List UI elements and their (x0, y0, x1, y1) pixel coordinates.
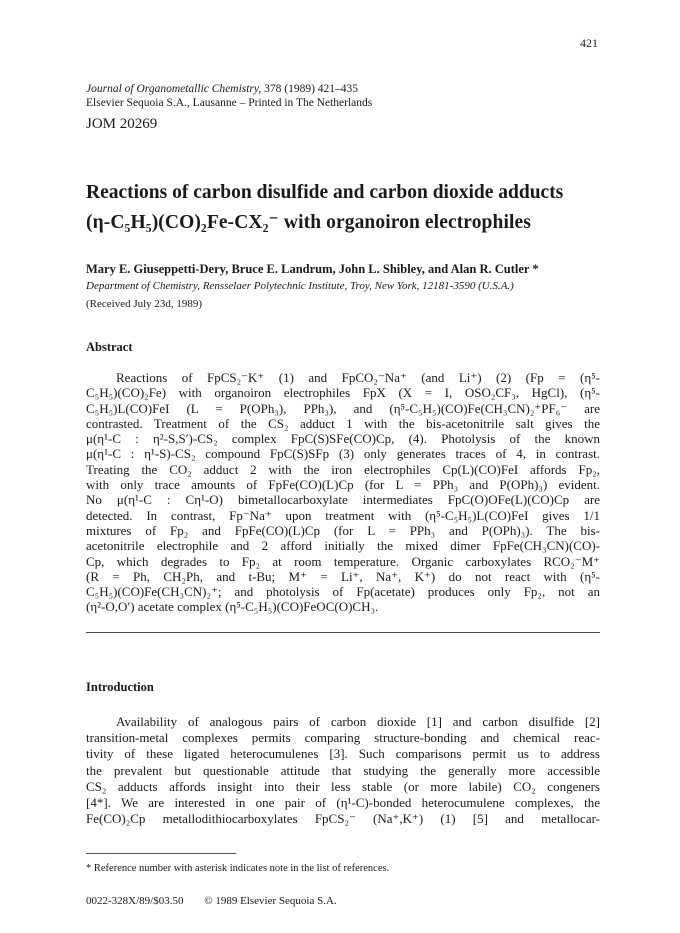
intro-line: transition-metal complexes permits comparing structure-bonding and chemical reac- (86, 730, 600, 746)
intro-line: Fe(CO)₂Cp metallodithiocarboxylates FpCS₂⁻ (Na⁺,K⁺) (1) [5] and metallocar- (86, 811, 600, 827)
abstract-line: acetonitrile electrophile and 2 afford initially the mixed dimer FpFe(CH₃CN)(CO)- (86, 538, 600, 554)
abstract-line: mixtures of Fp₂ and FpFe(CO)(L)Cp (for L = PPh₃ and P(OPh)₃). The bis- (86, 522, 600, 538)
intro-line: the prevalent but questionable attitude that studying the generally more accessible (86, 762, 600, 778)
abstract-line: μ(η¹-C : η²-S,S′)-CS₂ complex FpC(S)SFe(CO)Cp, (4). Photolysis of the known (86, 431, 600, 447)
footnote-divider (86, 853, 236, 854)
journal-citation (86, 82, 606, 96)
abstract-line: C₅H₅)L(CO)FeI (L = P(OPh₃), PPh₃), and (η⁵-C₅H₅)(CO)Fe(CH₃CN)₂⁺PF₆⁻ are (86, 400, 600, 416)
article-title (86, 178, 606, 238)
journal-name: Journal of Organometallic Chemistry, (86, 83, 262, 95)
journal-info (86, 82, 606, 110)
introduction-heading: Introduction (86, 680, 154, 694)
introduction-body (86, 714, 600, 827)
abstract-line: contrasted. Treatment of the CS₂ adduct 1 with the bis-acetonitrile salt gives the (86, 415, 600, 431)
section-divider (86, 632, 600, 633)
journal-publisher: Elsevier Sequoia S.A., Lausanne – Printed in The Netherlands (86, 97, 373, 109)
journal-volume: 378 (1989) 421–435 (261, 83, 359, 95)
received-date: (Received July 23d, 1989) (86, 298, 203, 310)
abstract-line: with only trace amounts of FpFe(CO)(L)Cp (for L = PPh₃ and P(OPh)₃) evident. (86, 477, 600, 493)
abstract-heading: Abstract (86, 340, 133, 354)
affiliation: Department of Chemistry, Rensselaer Polytechnic Institute, Troy, New York, 12181-3590 (U.S.A.) (86, 280, 514, 292)
abstract-line: Reactions of FpCS₂⁻K⁺ (1) and FpCO₂⁻Na⁺ (and Li⁺) (2) (Fp = (η⁵- (116, 370, 600, 385)
abstract-line: detected. In contrast, Fp⁻Na⁺ upon treatment with (η⁵-C₅H₅)L(CO)FeI gives 1/1 (86, 507, 600, 523)
abstract-line: (R = Ph, CH₂Ph, and t-Bu; M⁺ = Li⁺, Na⁺, K⁺) do not react with (η⁵- (86, 568, 600, 584)
title-line-1: Reactions of carbon disulfide and carbon dioxide adducts (86, 182, 564, 203)
page-number: 421 (580, 36, 598, 50)
intro-line: tivity of these ligated heterocumulenes [3]. Such comparisons permit us to address (86, 746, 600, 762)
issn-price: 0022-328X/89/$03.50 (86, 895, 184, 907)
article-code: JOM 20269 (86, 116, 158, 132)
copyright: © 1989 Elsevier Sequoia S.A. (204, 895, 337, 907)
abstract-line: Cp, which degrades to Fp₂ at room temperature. Organic carboxylates RCO₂⁻M⁺ (86, 553, 600, 569)
intro-line: Availability of analogous pairs of carbon dioxide [1] and carbon disulfide [2] (116, 714, 600, 729)
title-line-2: (η-C₅H₅)(CO)₂Fe-CX₂⁻ with organoiron electrophiles (86, 212, 531, 233)
abstract-body (86, 370, 600, 615)
intro-line: CS₂ adducts affords insight into their less stable (or more labile) CO₂ congeners (86, 778, 600, 794)
abstract-line: C₅H₅)(CO)₂Fe) with organoiron electrophiles FpX (X = I, OSO₂CF₃, HgCl), (η⁵- (86, 385, 600, 401)
abstract-line: (η²-O,O′) acetate complex (η⁵-C₅H₅)(CO)FeOC(O)CH₃. (86, 599, 379, 615)
abstract-line: μ(η¹-C : η¹-S)-CS₂ compound FpC(S)SFp (3) only generates traces of 4, in contrast. (86, 446, 600, 462)
intro-line: [4*]. We are interested in one pair of (η¹-C)-bonded heterocumulene complexes, the (86, 795, 600, 811)
author-list: Mary E. Giuseppetti-Dery, Bruce E. Landrum, John L. Shibley, and Alan R. Cutler * (86, 262, 539, 276)
abstract-line: Treating the CO₂ adduct 2 with the iron electrophiles Cp(L)(CO)FeI affords Fp₂, (86, 461, 600, 477)
footnote: * Reference number with asterisk indicates note in the list of references. (86, 863, 390, 874)
page-footer (86, 895, 337, 907)
abstract-line: C₅H₅)(CO)Fe(CH₃CN)₂⁺; and photolysis of Fp(acetate) produces only Fp₂, not an (86, 584, 600, 600)
abstract-line: No μ(η¹-C : Cη¹-O) bimetallocarboxylate intermediates FpC(O)OFe(L)(CO)Cp are (86, 492, 600, 508)
